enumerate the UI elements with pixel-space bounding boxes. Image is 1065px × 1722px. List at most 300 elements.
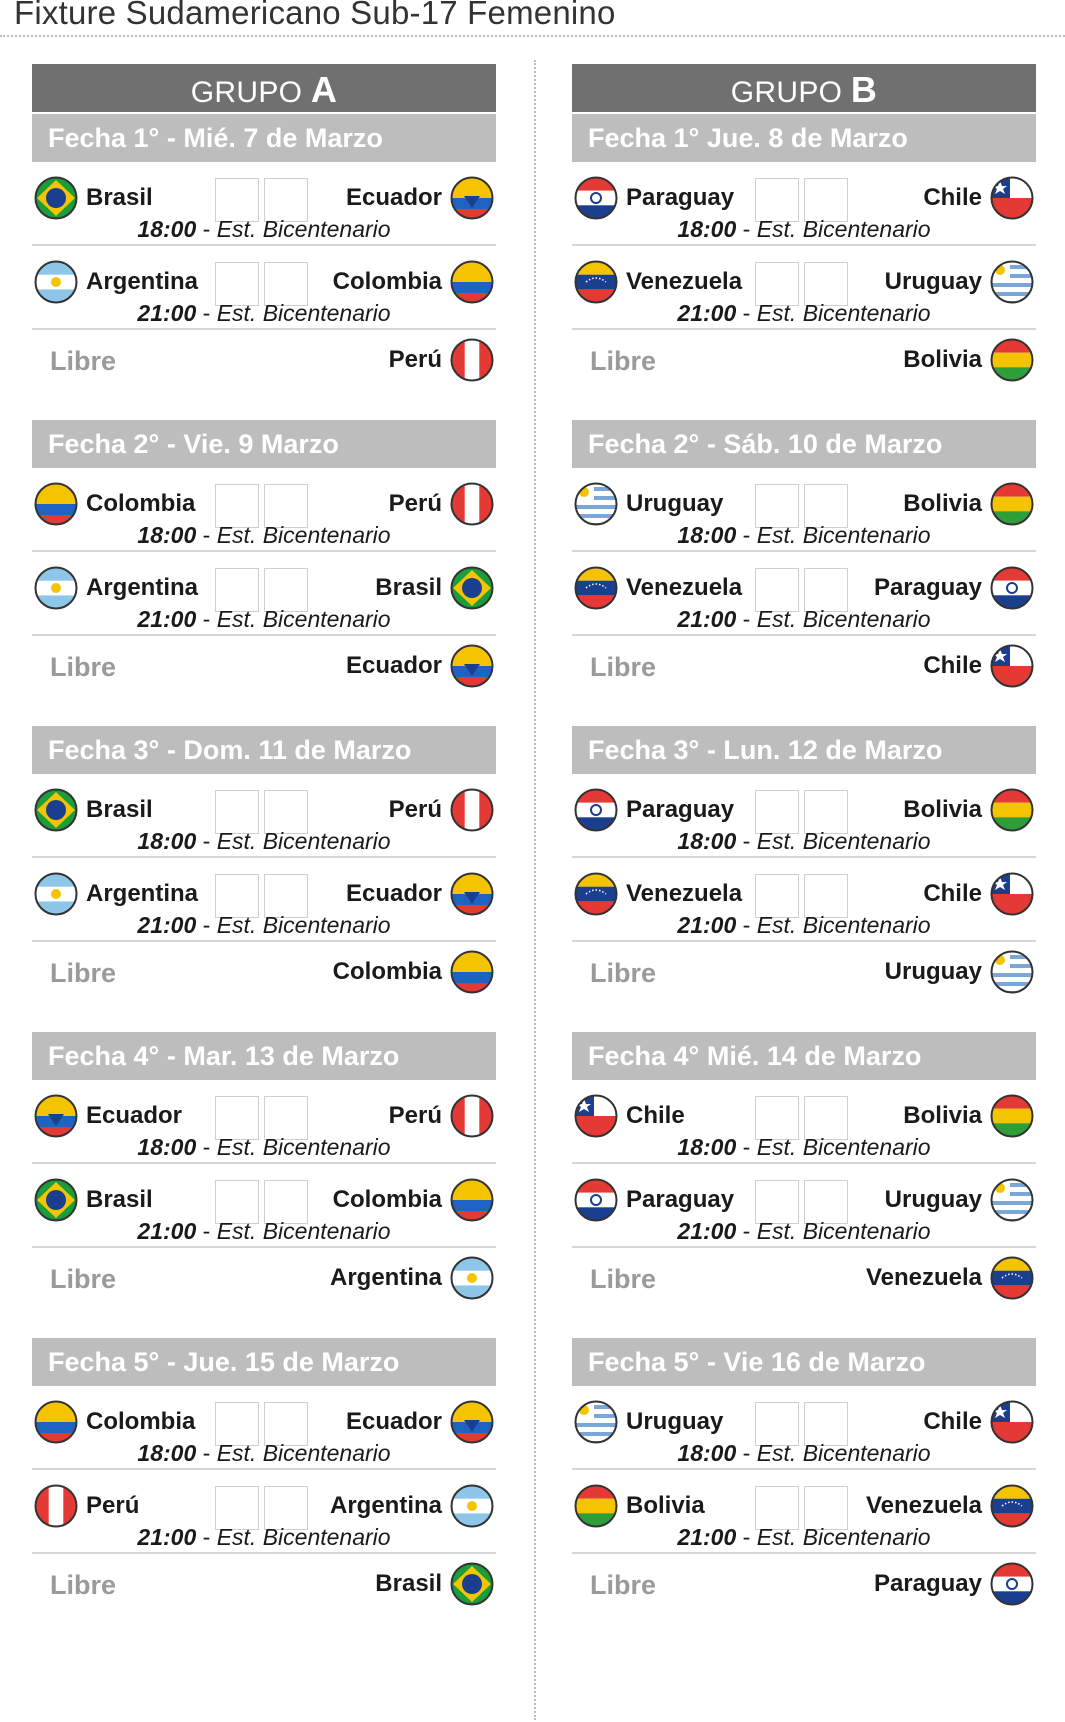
home-team xyxy=(574,260,742,304)
bolivia-flag-icon xyxy=(990,1094,1034,1138)
group-a xyxy=(32,64,496,1644)
home-team-name: Uruguay xyxy=(626,1408,724,1435)
libre-team xyxy=(885,950,1034,994)
match-row xyxy=(32,162,496,246)
libre-label: Libre xyxy=(590,958,657,988)
ecuador-flag-icon xyxy=(450,644,494,688)
ecuador-flag-icon xyxy=(450,1400,494,1444)
fecha-block xyxy=(572,420,1036,700)
home-team xyxy=(34,1094,182,1138)
time-separator: - xyxy=(736,1134,757,1160)
match-time-venue xyxy=(572,216,1036,243)
time-separator: - xyxy=(736,828,757,854)
libre-label: Libre xyxy=(590,652,657,682)
home-team xyxy=(34,260,198,304)
match-time-venue xyxy=(572,606,1036,633)
match-time-venue xyxy=(32,300,496,327)
match-time-venue xyxy=(32,606,496,633)
home-team xyxy=(34,788,153,832)
time-separator: - xyxy=(736,912,757,938)
away-team-name: Perú xyxy=(388,490,442,517)
fecha-block xyxy=(32,114,496,394)
home-team xyxy=(34,566,198,610)
libre-label: Libre xyxy=(50,652,117,682)
chile-flag-icon xyxy=(990,872,1034,916)
match-hour: 18:00 xyxy=(677,1134,737,1160)
away-team-name: Bolivia xyxy=(903,490,982,517)
away-team xyxy=(346,872,494,916)
home-team-name: Paraguay xyxy=(626,1186,735,1213)
ecuador-flag-icon xyxy=(34,1094,78,1138)
away-team xyxy=(330,1484,494,1528)
argentina-flag-icon xyxy=(450,1484,494,1528)
home-team-name: Venezuela xyxy=(626,880,743,907)
libre-team-name: Venezuela xyxy=(865,1264,982,1291)
home-team-name: Brasil xyxy=(86,184,153,211)
libre-team xyxy=(389,338,494,382)
chile-flag-icon xyxy=(990,644,1034,688)
libre-team-name: Brasil xyxy=(375,1570,442,1597)
venezuela-flag-icon xyxy=(574,566,618,610)
bolivia-flag-icon xyxy=(990,338,1034,382)
match-hour: 21:00 xyxy=(677,1218,737,1244)
home-team-name: Ecuador xyxy=(86,1102,183,1129)
match-row xyxy=(32,858,496,942)
match-venue: Est. Bicentenario xyxy=(216,828,391,854)
time-separator: - xyxy=(196,1440,217,1466)
match-hour: 18:00 xyxy=(137,216,197,242)
match-time-venue xyxy=(32,216,496,243)
time-separator: - xyxy=(736,1218,757,1244)
paraguay-flag-icon xyxy=(990,1562,1034,1606)
match-row xyxy=(32,552,496,636)
time-separator: - xyxy=(196,300,217,326)
away-team-name: Ecuador xyxy=(345,880,442,907)
fecha-block xyxy=(572,1338,1036,1618)
libre-team-name: Colombia xyxy=(332,958,442,985)
away-team xyxy=(885,1178,1034,1222)
match-time-venue xyxy=(32,1524,496,1551)
match-venue: Est. Bicentenario xyxy=(216,912,391,938)
libre-row xyxy=(572,1248,1036,1312)
argentina-flag-icon xyxy=(34,260,78,304)
away-team xyxy=(903,788,1034,832)
brasil-flag-icon xyxy=(34,788,78,832)
home-team-name: Brasil xyxy=(86,796,153,823)
match-row xyxy=(32,1080,496,1164)
venezuela-flag-icon xyxy=(990,1256,1034,1300)
uruguay-flag-icon xyxy=(990,1178,1034,1222)
libre-row xyxy=(572,1554,1036,1618)
home-team xyxy=(34,872,198,916)
match-time-venue xyxy=(572,1218,1036,1245)
match-time-venue xyxy=(32,828,496,855)
home-team xyxy=(574,176,734,220)
match-hour: 21:00 xyxy=(137,300,197,326)
match-hour: 18:00 xyxy=(137,828,197,854)
home-team xyxy=(574,1178,734,1222)
ecuador-flag-icon xyxy=(450,176,494,220)
libre-row xyxy=(572,636,1036,700)
away-team-name: Perú xyxy=(388,796,442,823)
home-team xyxy=(34,1178,153,1222)
home-team xyxy=(34,1400,195,1444)
match-venue: Est. Bicentenario xyxy=(216,300,391,326)
match-venue: Est. Bicentenario xyxy=(756,522,931,548)
match-time-venue xyxy=(572,1524,1036,1551)
away-team-name: Paraguay xyxy=(873,574,982,601)
away-team-name: Chile xyxy=(923,1408,982,1435)
match-hour: 21:00 xyxy=(677,912,737,938)
home-team-name: Colombia xyxy=(86,1408,196,1435)
match-row xyxy=(572,162,1036,246)
fecha-header: Fecha 3° - Lun. 12 de Marzo xyxy=(572,726,1036,774)
away-team-name: Uruguay xyxy=(884,268,982,295)
away-team xyxy=(866,1484,1034,1528)
fecha-block xyxy=(572,1032,1036,1312)
libre-label: Libre xyxy=(50,958,117,988)
libre-team xyxy=(333,950,494,994)
away-team xyxy=(885,260,1034,304)
libre-row xyxy=(572,330,1036,394)
colombia-flag-icon xyxy=(34,1400,78,1444)
home-team xyxy=(574,482,723,526)
away-team xyxy=(923,176,1034,220)
libre-row xyxy=(32,330,496,394)
home-team-name: Venezuela xyxy=(626,574,743,601)
match-time-venue xyxy=(32,1440,496,1467)
argentina-flag-icon xyxy=(34,872,78,916)
time-separator: - xyxy=(736,300,757,326)
libre-team-name: Argentina xyxy=(329,1264,442,1291)
away-team xyxy=(346,1400,494,1444)
venezuela-flag-icon xyxy=(574,872,618,916)
paraguay-flag-icon xyxy=(574,176,618,220)
paraguay-flag-icon xyxy=(574,788,618,832)
away-team xyxy=(874,566,1034,610)
match-time-venue xyxy=(572,828,1036,855)
colombia-flag-icon xyxy=(450,1178,494,1222)
fecha-block xyxy=(32,726,496,1006)
match-row xyxy=(32,1164,496,1248)
fecha-header: Fecha 5° - Jue. 15 de Marzo xyxy=(32,1338,496,1386)
libre-team xyxy=(874,1562,1034,1606)
match-hour: 21:00 xyxy=(137,912,197,938)
match-time-venue xyxy=(572,912,1036,939)
brasil-flag-icon xyxy=(34,1178,78,1222)
group-header xyxy=(572,64,1036,112)
time-separator: - xyxy=(196,912,217,938)
match-row xyxy=(32,774,496,858)
group-letter: B xyxy=(850,69,878,110)
away-team-name: Colombia xyxy=(332,1186,442,1213)
libre-row xyxy=(572,942,1036,1006)
libre-team xyxy=(866,1256,1034,1300)
away-team-name: Ecuador xyxy=(345,1408,442,1435)
match-venue: Est. Bicentenario xyxy=(756,1440,931,1466)
away-team-name: Chile xyxy=(923,184,982,211)
match-venue: Est. Bicentenario xyxy=(756,1524,931,1550)
libre-team-name: Uruguay xyxy=(884,958,982,985)
away-team-name: Chile xyxy=(923,880,982,907)
libre-team-name: Chile xyxy=(923,652,982,679)
time-separator: - xyxy=(196,522,217,548)
libre-team-name: Paraguay xyxy=(873,1570,982,1597)
fecha-header: Fecha 1° Jue. 8 de Marzo xyxy=(572,114,1036,162)
bolivia-flag-icon xyxy=(990,788,1034,832)
ecuador-flag-icon xyxy=(450,872,494,916)
home-team-name: Paraguay xyxy=(626,184,735,211)
bolivia-flag-icon xyxy=(574,1484,618,1528)
home-team xyxy=(34,176,153,220)
peru-flag-icon xyxy=(450,788,494,832)
home-team xyxy=(574,788,734,832)
match-venue: Est. Bicentenario xyxy=(756,1134,931,1160)
argentina-flag-icon xyxy=(34,566,78,610)
match-hour: 21:00 xyxy=(137,1218,197,1244)
group-header xyxy=(32,64,496,112)
bolivia-flag-icon xyxy=(990,482,1034,526)
home-team-name: Perú xyxy=(86,1492,140,1519)
match-time-venue xyxy=(32,1134,496,1161)
match-hour: 21:00 xyxy=(677,1524,737,1550)
time-separator: - xyxy=(736,1440,757,1466)
fecha-header: Fecha 2° - Sáb. 10 de Marzo xyxy=(572,420,1036,468)
libre-team xyxy=(346,644,494,688)
home-team xyxy=(574,1094,685,1138)
home-team-name: Brasil xyxy=(86,1186,153,1213)
libre-team-name: Perú xyxy=(388,346,442,373)
match-row xyxy=(572,246,1036,330)
away-team xyxy=(389,1094,494,1138)
match-row xyxy=(32,1386,496,1470)
group-label: GRUPO xyxy=(190,76,303,109)
home-team xyxy=(574,1400,723,1444)
match-row xyxy=(572,1470,1036,1554)
match-venue: Est. Bicentenario xyxy=(216,1134,391,1160)
home-team xyxy=(574,872,742,916)
match-hour: 21:00 xyxy=(677,300,737,326)
time-separator: - xyxy=(196,216,217,242)
fecha-header: Fecha 5° - Vie 16 de Marzo xyxy=(572,1338,1036,1386)
match-row xyxy=(572,774,1036,858)
libre-team xyxy=(330,1256,494,1300)
match-venue: Est. Bicentenario xyxy=(216,216,391,242)
away-team-name: Uruguay xyxy=(884,1186,982,1213)
match-venue: Est. Bicentenario xyxy=(216,1218,391,1244)
libre-label: Libre xyxy=(590,1570,657,1600)
time-separator: - xyxy=(196,1524,217,1550)
away-team xyxy=(903,1094,1034,1138)
fecha-block xyxy=(572,726,1036,1006)
page-title: Fixture Sudamericano Sub-17 Femenino xyxy=(14,0,616,31)
time-separator: - xyxy=(196,1218,217,1244)
away-team-name: Colombia xyxy=(332,268,442,295)
time-separator: - xyxy=(196,828,217,854)
title-divider xyxy=(0,35,1065,37)
colombia-flag-icon xyxy=(450,260,494,304)
uruguay-flag-icon xyxy=(990,260,1034,304)
fecha-block xyxy=(32,1338,496,1618)
away-team xyxy=(346,176,494,220)
home-team-name: Chile xyxy=(626,1102,685,1129)
match-venue: Est. Bicentenario xyxy=(216,522,391,548)
home-team-name: Colombia xyxy=(86,490,196,517)
away-team-name: Bolivia xyxy=(903,1102,982,1129)
match-venue: Est. Bicentenario xyxy=(756,912,931,938)
away-team-name: Argentina xyxy=(329,1492,442,1519)
match-venue: Est. Bicentenario xyxy=(756,828,931,854)
argentina-flag-icon xyxy=(450,1256,494,1300)
match-hour: 21:00 xyxy=(137,606,197,632)
home-team-name: Bolivia xyxy=(626,1492,705,1519)
paraguay-flag-icon xyxy=(574,1178,618,1222)
chile-flag-icon xyxy=(990,1400,1034,1444)
match-hour: 18:00 xyxy=(137,1134,197,1160)
venezuela-flag-icon xyxy=(574,260,618,304)
brasil-flag-icon xyxy=(450,566,494,610)
match-row xyxy=(32,1470,496,1554)
match-hour: 21:00 xyxy=(677,606,737,632)
home-team xyxy=(574,1484,705,1528)
match-time-venue xyxy=(32,1218,496,1245)
home-team-name: Argentina xyxy=(86,880,199,907)
match-venue: Est. Bicentenario xyxy=(756,216,931,242)
away-team xyxy=(333,260,494,304)
home-team xyxy=(574,566,742,610)
peru-flag-icon xyxy=(450,338,494,382)
match-time-venue xyxy=(572,300,1036,327)
time-separator: - xyxy=(736,606,757,632)
match-hour: 18:00 xyxy=(677,1440,737,1466)
match-row xyxy=(32,246,496,330)
away-team xyxy=(375,566,494,610)
fecha-header: Fecha 4° - Mar. 13 de Marzo xyxy=(32,1032,496,1080)
brasil-flag-icon xyxy=(450,1562,494,1606)
home-team-name: Paraguay xyxy=(626,796,735,823)
libre-team xyxy=(375,1562,494,1606)
libre-label: Libre xyxy=(50,346,117,376)
fecha-header: Fecha 4° Mié. 14 de Marzo xyxy=(572,1032,1036,1080)
away-team-name: Perú xyxy=(388,1102,442,1129)
match-time-venue xyxy=(572,1440,1036,1467)
match-hour: 18:00 xyxy=(677,522,737,548)
match-row xyxy=(572,1080,1036,1164)
group-label: GRUPO xyxy=(730,76,843,109)
match-row xyxy=(572,552,1036,636)
match-row xyxy=(572,1386,1036,1470)
libre-row xyxy=(32,1248,496,1312)
match-time-venue xyxy=(572,522,1036,549)
libre-row xyxy=(32,1554,496,1618)
peru-flag-icon xyxy=(450,1094,494,1138)
away-team xyxy=(923,1400,1034,1444)
match-hour: 18:00 xyxy=(677,828,737,854)
time-separator: - xyxy=(196,1134,217,1160)
match-time-venue xyxy=(32,912,496,939)
fecha-header: Fecha 2° - Vie. 9 Marzo xyxy=(32,420,496,468)
match-venue: Est. Bicentenario xyxy=(216,606,391,632)
home-team-name: Argentina xyxy=(86,574,199,601)
away-team xyxy=(389,788,494,832)
venezuela-flag-icon xyxy=(990,1484,1034,1528)
match-hour: 18:00 xyxy=(677,216,737,242)
libre-label: Libre xyxy=(590,346,657,376)
time-separator: - xyxy=(196,606,217,632)
home-team-name: Venezuela xyxy=(626,268,743,295)
uruguay-flag-icon xyxy=(990,950,1034,994)
libre-row xyxy=(32,942,496,1006)
colombia-flag-icon xyxy=(34,482,78,526)
peru-flag-icon xyxy=(34,1484,78,1528)
libre-team xyxy=(903,338,1034,382)
match-row xyxy=(572,858,1036,942)
away-team xyxy=(903,482,1034,526)
away-team xyxy=(389,482,494,526)
chile-flag-icon xyxy=(574,1094,618,1138)
chile-flag-icon xyxy=(990,176,1034,220)
fecha-block xyxy=(32,1032,496,1312)
home-team-name: Argentina xyxy=(86,268,199,295)
home-team xyxy=(34,1484,139,1528)
colombia-flag-icon xyxy=(450,950,494,994)
away-team-name: Ecuador xyxy=(345,184,442,211)
time-separator: - xyxy=(736,1524,757,1550)
paraguay-flag-icon xyxy=(990,566,1034,610)
match-venue: Est. Bicentenario xyxy=(216,1524,391,1550)
match-time-venue xyxy=(32,522,496,549)
fecha-block xyxy=(32,420,496,700)
libre-label: Libre xyxy=(50,1264,117,1294)
match-time-venue xyxy=(572,1134,1036,1161)
fecha-block xyxy=(572,114,1036,394)
away-team xyxy=(923,872,1034,916)
match-hour: 21:00 xyxy=(137,1524,197,1550)
home-team-name: Uruguay xyxy=(626,490,724,517)
libre-label: Libre xyxy=(590,1264,657,1294)
libre-label: Libre xyxy=(50,1570,117,1600)
uruguay-flag-icon xyxy=(574,1400,618,1444)
match-row xyxy=(572,1164,1036,1248)
time-separator: - xyxy=(736,216,757,242)
match-venue: Est. Bicentenario xyxy=(756,300,931,326)
match-row xyxy=(572,468,1036,552)
libre-team xyxy=(923,644,1034,688)
match-venue: Est. Bicentenario xyxy=(216,1440,391,1466)
match-venue: Est. Bicentenario xyxy=(756,606,931,632)
peru-flag-icon xyxy=(450,482,494,526)
away-team xyxy=(333,1178,494,1222)
group-b xyxy=(572,64,1036,1644)
time-separator: - xyxy=(736,522,757,548)
group-letter: A xyxy=(310,69,338,110)
fecha-header: Fecha 3° - Dom. 11 de Marzo xyxy=(32,726,496,774)
libre-row xyxy=(32,636,496,700)
libre-team-name: Bolivia xyxy=(903,346,982,373)
libre-team-name: Ecuador xyxy=(345,652,442,679)
match-venue: Est. Bicentenario xyxy=(756,1218,931,1244)
away-team-name: Bolivia xyxy=(903,796,982,823)
match-hour: 18:00 xyxy=(137,1440,197,1466)
away-team-name: Venezuela xyxy=(865,1492,982,1519)
fecha-header: Fecha 1° - Mié. 7 de Marzo xyxy=(32,114,496,162)
match-hour: 18:00 xyxy=(137,522,197,548)
match-row xyxy=(32,468,496,552)
uruguay-flag-icon xyxy=(574,482,618,526)
column-divider xyxy=(534,60,536,1720)
away-team-name: Brasil xyxy=(375,574,442,601)
brasil-flag-icon xyxy=(34,176,78,220)
